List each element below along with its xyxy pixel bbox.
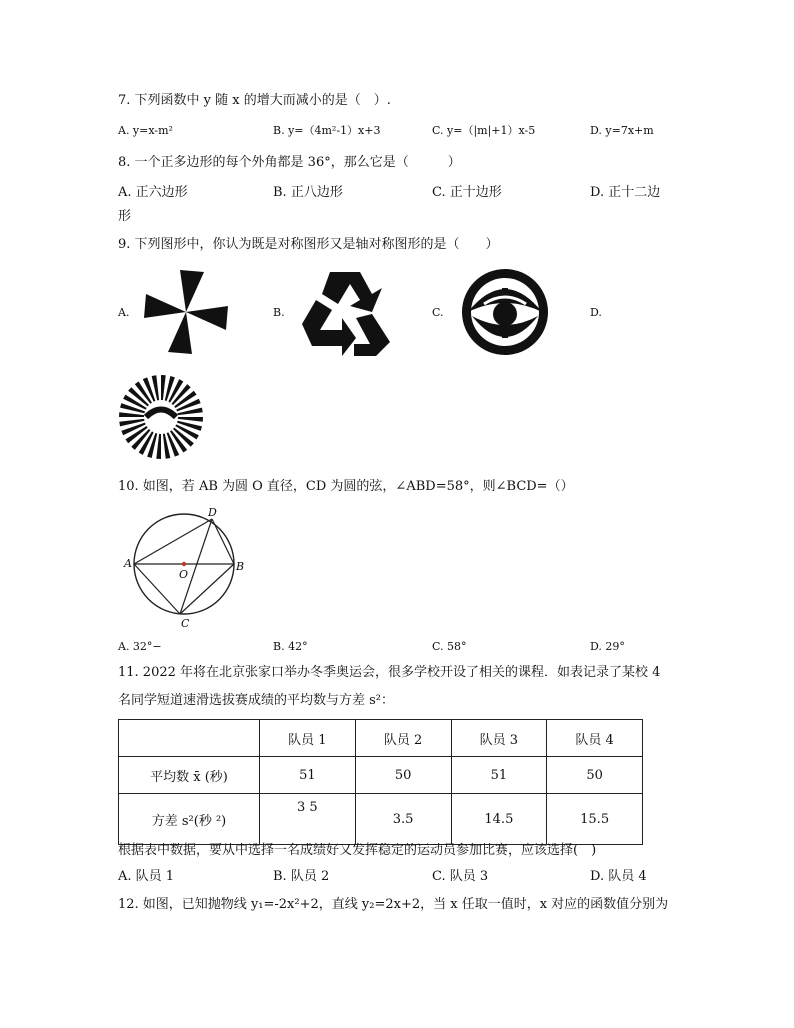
point-d-label: D — [208, 506, 217, 519]
q8-option-a: A. 正六边形 — [118, 185, 188, 200]
q11-option-c: C. 队员 3 — [432, 869, 489, 884]
table-row — [119, 794, 643, 845]
q11-stem-line2: 名同学短道速滑选拔赛成绩的平均数与方差 s²： — [118, 693, 395, 708]
ring-eye-figure — [456, 264, 554, 360]
ray-stripe — [178, 417, 203, 422]
q7-option-c: C. y=（|m|+1）x-5 — [432, 124, 536, 137]
table-cell — [119, 720, 260, 757]
q12-stem: 12. 如图，已知抛物线 y₁=-2x²+2，直线 y₂=2x+2，当 x 任取一值时，x 对应的函数值分别为 — [118, 897, 669, 912]
point-b-label: B — [236, 560, 245, 573]
table-cell: 14.5 — [451, 794, 547, 845]
table-cell: 50 — [355, 757, 451, 794]
point-a-label: A — [124, 557, 132, 570]
table-row-label: 方差 s²(秒 ²) — [119, 794, 260, 845]
table-header-cell: 队员 2 — [355, 720, 451, 757]
ray-stripe — [156, 434, 161, 459]
q7-option-d: D. y=7x+m — [590, 124, 654, 137]
point-c-label: C — [181, 617, 190, 630]
table-cell: 3 5 — [260, 794, 356, 845]
ray-stripe — [161, 375, 166, 400]
q8-option-d-wrap: 形 — [118, 209, 132, 224]
table-header-cell: 队员 3 — [451, 720, 547, 757]
pinwheel-figure — [142, 268, 230, 356]
q8-option-d: D. 正十二边 — [590, 185, 661, 200]
table-header-cell: 队员 4 — [547, 720, 643, 757]
table-cell: 3.5 — [355, 794, 451, 845]
radial-stripe-ring-figure — [118, 374, 204, 460]
table-header-cell: 队员 1 — [260, 720, 356, 757]
q10-option-a: A. 32°− — [118, 640, 162, 653]
ray-stripe — [119, 412, 144, 417]
q9-option-c-label: C. — [432, 306, 444, 319]
q11-stem-line1: 11. 2022 年将在北京张家口举办冬季奥运会，很多学校开设了相关的课程．如表记录了某校 4 — [118, 665, 661, 680]
table-header-row — [119, 720, 643, 757]
table-cell: 50 — [547, 757, 643, 794]
recycle-triangle-figure — [298, 266, 396, 358]
q9-stem: 9. 下列图形中，你认为既是对称图形又是轴对称图形的是（ ） — [118, 237, 499, 252]
q7-option-b: B. y=（4m²-1）x+3 — [273, 124, 381, 137]
q10-option-d: D. 29° — [590, 640, 625, 653]
table-cell: 15.5 — [547, 794, 643, 845]
q9-option-a-label: A. — [118, 306, 130, 319]
center-o-label: O — [179, 568, 189, 581]
q7-option-a: A. y=x-m² — [118, 124, 173, 137]
table-row — [119, 757, 643, 794]
q8-option-b: B. 正八边形 — [273, 185, 343, 200]
q10-option-b: B. 42° — [273, 640, 308, 653]
table-cell: 51 — [451, 757, 547, 794]
q11-option-b: B. 队员 2 — [273, 869, 330, 884]
q11-option-d: D. 队员 4 — [590, 869, 647, 884]
q8-option-c: C. 正十边形 — [432, 185, 502, 200]
q11-follow-up: 根据表中数据，要从中选择一名成绩好又发挥稳定的运动员参加比赛，应该选择( ) — [118, 843, 597, 858]
table-cell: 51 — [260, 757, 356, 794]
q11-option-a: A. 队员 1 — [118, 869, 175, 884]
q9-option-b-label: B. — [273, 306, 285, 319]
q10-stem: 10. 如图，若 AB 为圆 O 直径，CD 为圆的弦，∠ABD=58°，则∠BCD=（） — [118, 479, 574, 494]
q7-stem: 7. 下列函数中 y 随 x 的增大而减小的是（ ）. — [118, 93, 391, 108]
q9-option-d-label: D. — [590, 306, 602, 319]
q8-stem: 8. 一个正多边形的每个外角都是 36°，那么它是（ ） — [118, 155, 461, 170]
q10-option-c: C. 58° — [432, 640, 467, 653]
score-table — [118, 719, 643, 845]
table-row-label: 平均数 x̄ (秒) — [119, 757, 260, 794]
